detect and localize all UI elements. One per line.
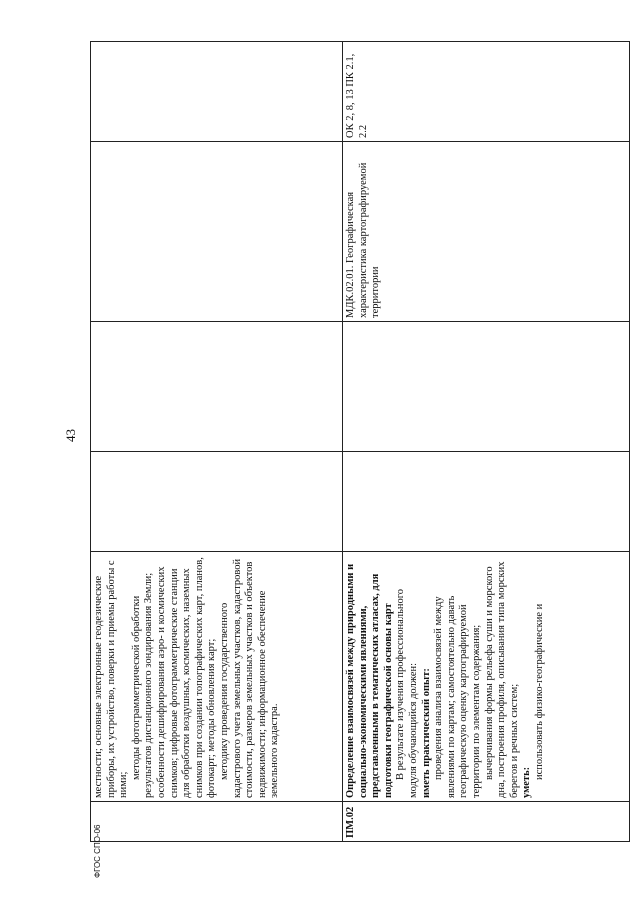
curriculum-table: [90, 41, 630, 842]
empty-cell: [91, 452, 343, 552]
content-line: В результате изучения профессионального модуля обучающийся должен:: [395, 588, 419, 798]
table-row: [343, 42, 630, 842]
content-line: особенности дешифрирования аэро- и космических снимков; цифровые фотограмметрические станции для обработки воздушных, космических, наземных снимков при создании топографических карт, планов, фотокарт; методы обновления карт;: [155, 557, 218, 798]
content-line: методику проведения государственного кадастрового учета земельных участков, кадастровой стоимости, размеров земельных участков и объектов недвижимости; информационное обеспечение земельного кадастра.: [218, 558, 281, 798]
rotated-page: [90, 42, 630, 842]
empty-cell: [91, 142, 343, 322]
content-line: использовать физико-географические и: [533, 603, 545, 780]
table-row: [91, 42, 343, 842]
empty-cell: [343, 322, 630, 452]
skills-label: уметь:: [521, 766, 533, 798]
content-line: местности; основные электронные геодезические приборы, их устройство, поверки и приемы работы с ними;: [93, 560, 130, 798]
experience-label: иметь практический опыт:: [420, 668, 432, 798]
competency-cell: [91, 42, 343, 142]
content-line: вычерчивания формы рельефа суши и морского дна, построения профиля, описывания типа морских берегов и речных систем;: [483, 561, 520, 798]
content-line: проведения анализа взаимосвязей между явлениями по картам; самостоятельно давать географическую оценку картографируемой территории по элементам содержания;: [433, 595, 482, 798]
content-cell: [343, 552, 630, 802]
module-code: ПМ.02: [343, 802, 630, 842]
mdk-cell: МДК.02.01. Географическая характеристика картографируемой территории: [343, 142, 630, 322]
code-cell: [91, 802, 343, 842]
content-cell: [91, 552, 343, 802]
content-line: методы фотограмметрической обработки результатов дистанционного зондирования Земли;: [130, 572, 155, 798]
footer-label: ФГОС СПО-06: [93, 824, 102, 878]
competency-cell: ОК 2, 8, 13 ПК 2.1, 2.2: [343, 42, 630, 142]
module-heading: Определение взаимосвязей между природными и социально-экономическими явлениями, представленными в тематических атласах, для подготовки географической основы карт: [345, 563, 394, 798]
page-number: 43: [63, 429, 78, 442]
empty-cell: [343, 452, 630, 552]
empty-cell: [91, 322, 343, 452]
